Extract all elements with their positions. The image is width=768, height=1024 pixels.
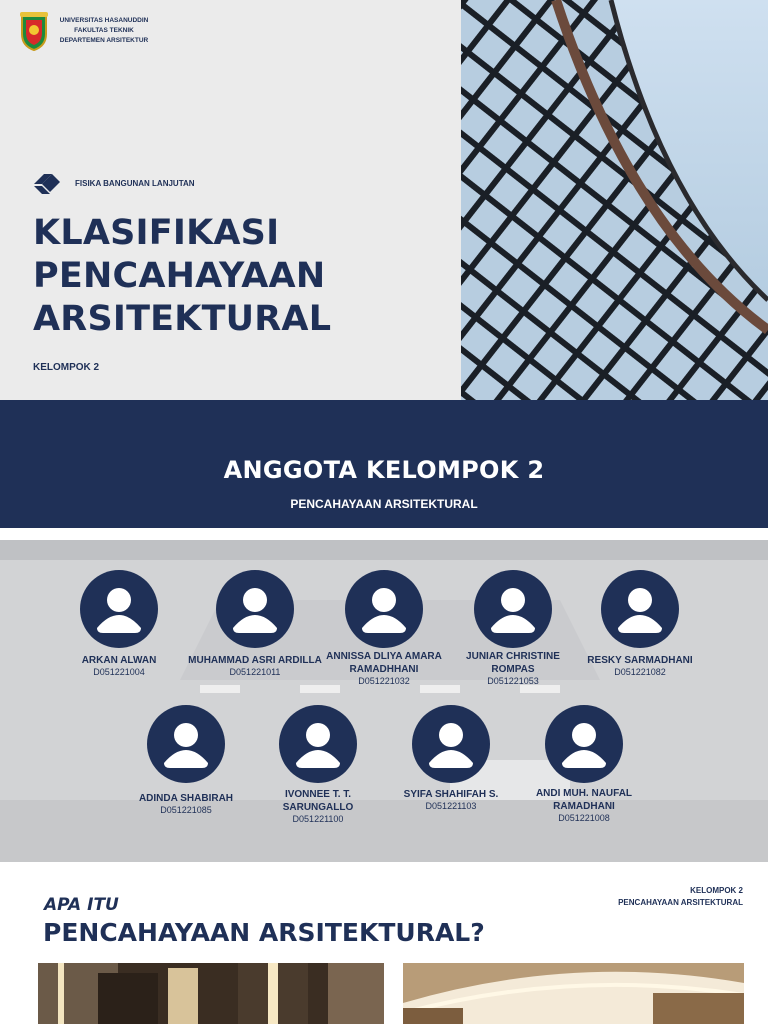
user-avatar-icon (147, 705, 225, 783)
university-crest-icon (18, 12, 50, 52)
member-name: IVONNEE T. T. SARUNGALLO (282, 789, 354, 813)
university-line: UNIVERSITAS HASANUDDIN (59, 17, 149, 24)
user-avatar-icon (474, 570, 552, 648)
title-line: KLASIFIKASI (33, 213, 280, 253)
title-line: ARSITEKTURAL (33, 299, 332, 339)
member-card (448, 570, 578, 687)
department-line: DEPARTEMEN ARSITEKTUR (59, 37, 149, 44)
members-subheading: PENCAHAYAAN ARSITEKTURAL (290, 497, 478, 511)
user-avatar-icon (216, 570, 294, 648)
ceiling-lighting-image (403, 963, 744, 1024)
user-avatar-icon (545, 705, 623, 783)
member-id: D051221082 (614, 667, 666, 677)
member-card (54, 570, 184, 678)
member-name: SYIFA SHAHIFAH S. (403, 789, 499, 800)
course-logo-icon (32, 174, 62, 194)
intro-kicker: APA ITU (44, 895, 119, 915)
intro-tag (618, 885, 743, 909)
member-name: ANDI MUH. NAUFAL RAMADHANI (535, 788, 633, 812)
member-name: ARKAN ALWAN (81, 655, 157, 666)
member-card (386, 705, 516, 812)
member-card (253, 705, 383, 825)
member-id: D051221085 (160, 805, 212, 815)
intro-title: PENCAHAYAAN ARSITEKTURAL? (43, 918, 485, 947)
hero-architecture-image (461, 0, 768, 431)
member-id: D051221100 (292, 814, 344, 824)
user-avatar-icon (412, 705, 490, 783)
user-avatar-icon (80, 570, 158, 648)
member-id: D051221053 (487, 676, 539, 686)
page-title (33, 212, 433, 341)
intro-tag-line: PENCAHAYAAN ARSITEKTURAL (618, 898, 743, 907)
member-id: D051221004 (93, 667, 145, 677)
corridor-lighting-image (38, 963, 384, 1024)
university-name (58, 16, 150, 46)
member-card (519, 705, 649, 824)
member-id: D051221008 (558, 813, 610, 823)
user-avatar-icon (279, 705, 357, 783)
title-line: PENCAHAYAAN (33, 256, 326, 296)
member-name: ANNISSA DLIYA AMARA RAMADHHANI (326, 651, 442, 675)
members-heading: ANGGOTA KELOMPOK 2 (223, 456, 545, 484)
course-name: FISIKA BANGUNAN LANJUTAN (75, 179, 195, 188)
intro-tag-line: KELOMPOK 2 (690, 886, 743, 895)
member-card (190, 570, 320, 678)
group-label: KELOMPOK 2 (33, 362, 100, 373)
member-id: D051221011 (229, 667, 281, 677)
member-id: D051221103 (425, 801, 477, 811)
faculty-line: FAKULTAS TEKNIK (74, 27, 134, 34)
member-card (575, 570, 705, 678)
member-id: D051221032 (358, 676, 410, 686)
member-card (319, 570, 449, 687)
member-name: ADINDA SHABIRAH (138, 793, 234, 804)
member-name: RESKY SARMADHANI (587, 655, 693, 666)
user-avatar-icon (345, 570, 423, 648)
member-card (121, 705, 251, 816)
member-name: MUHAMMAD ASRI ARDILLA (188, 655, 322, 666)
member-name: JUNIAR CHRISTINE ROMPAS (466, 651, 560, 675)
user-avatar-icon (601, 570, 679, 648)
